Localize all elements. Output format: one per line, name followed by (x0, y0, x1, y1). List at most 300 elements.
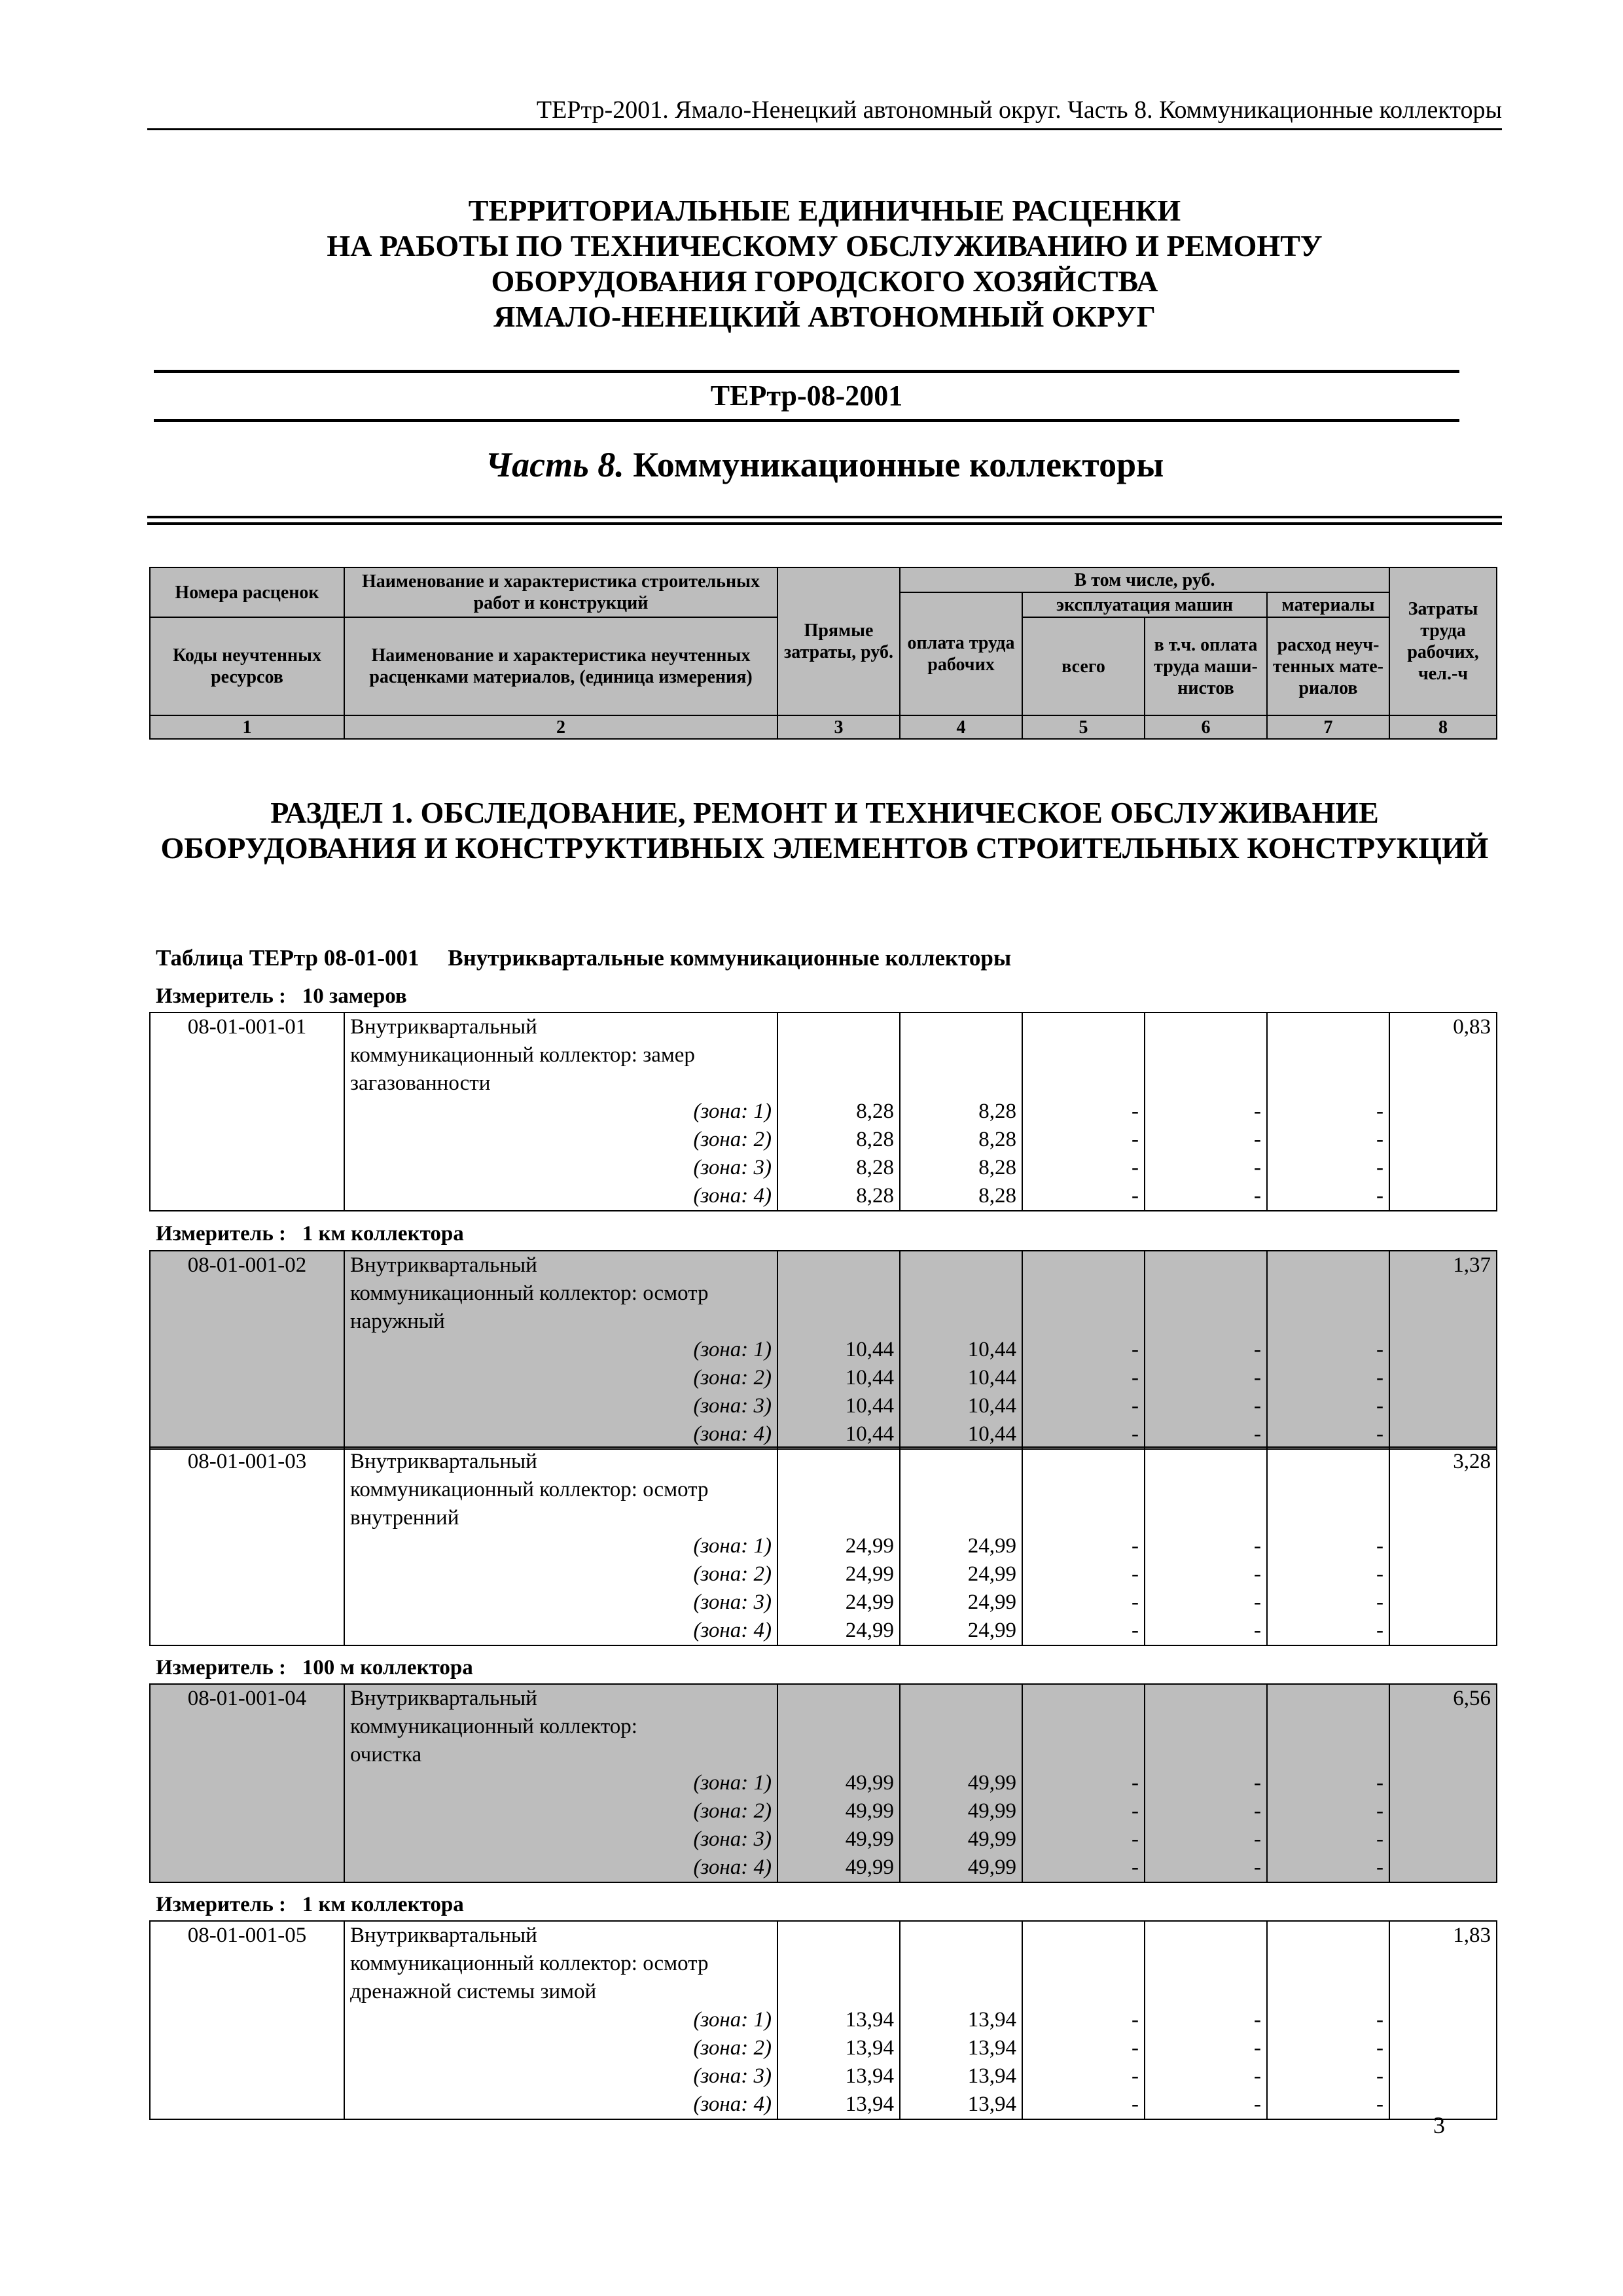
empty-cell (1389, 1978, 1497, 2006)
table-row (150, 1364, 1497, 1392)
rate-table (149, 1250, 1497, 1450)
empty-cell (1022, 1921, 1145, 1950)
part-name: Коммуникационные коллекторы (633, 445, 1164, 484)
machinists-pay: - (1145, 1154, 1267, 1182)
empty-cell (1389, 1126, 1497, 1154)
empty-cell (150, 1280, 344, 1308)
labor-pay: 8,28 (900, 1126, 1022, 1154)
meter-line (156, 983, 407, 1009)
empty-cell (777, 1447, 900, 1476)
zone-label: (зона: 3) (344, 1825, 777, 1854)
materials-cost: - (1267, 1560, 1389, 1588)
rate-description: Внутриквартальный (344, 1684, 777, 1713)
machinists-pay: - (1145, 1532, 1267, 1560)
empty-cell (150, 1308, 344, 1336)
labor-pay: 8,28 (900, 1098, 1022, 1126)
empty-cell (1022, 1308, 1145, 1336)
rate-table (149, 1446, 1497, 1646)
running-header: ТЕРтр-2001. Ямало-Ненецкий автономный округ. Часть 8. Коммуникационные коллекторы (147, 92, 1502, 130)
materials-cost: - (1267, 1588, 1389, 1617)
machines-total: - (1022, 1364, 1145, 1392)
meter-value: 10 замеров (302, 984, 407, 1008)
empty-cell (1267, 1251, 1389, 1280)
rate-code: 08-01-001-03 (150, 1447, 344, 1476)
direct-cost: 24,99 (777, 1617, 900, 1645)
empty-cell (1145, 1950, 1267, 1978)
part-label: Часть 8. (485, 445, 624, 484)
empty-cell (1389, 1617, 1497, 1645)
direct-cost: 49,99 (777, 1797, 900, 1825)
materials-cost: - (1267, 1854, 1389, 1882)
code-title: ТЕРтр-08-2001 (710, 380, 903, 412)
empty-cell (1267, 1280, 1389, 1308)
labor-pay: 8,28 (900, 1182, 1022, 1211)
empty-cell (1389, 1825, 1497, 1854)
empty-cell (1389, 1336, 1497, 1364)
meter-line (156, 1655, 473, 1681)
materials-cost: - (1267, 1182, 1389, 1211)
empty-cell (1022, 1447, 1145, 1476)
materials-cost: - (1267, 1392, 1389, 1420)
title-line: ТЕРРИТОРИАЛЬНЫЕ ЕДИНИЧНЫЕ РАСЦЕНКИ (468, 194, 1181, 227)
rate-description: Внутриквартальный (344, 1251, 777, 1280)
empty-cell (1267, 1713, 1389, 1741)
empty-cell (1389, 1041, 1497, 1069)
materials-cost: - (1267, 2006, 1389, 2034)
empty-cell (1267, 1447, 1389, 1476)
table-row (150, 1504, 1497, 1532)
table-row (150, 1280, 1497, 1308)
empty-cell (900, 1447, 1022, 1476)
labor-pay: 13,94 (900, 2034, 1022, 2062)
table-row (150, 2006, 1497, 2034)
empty-cell (1145, 1280, 1267, 1308)
machinists-pay: - (1145, 2034, 1267, 2062)
empty-cell (1145, 1741, 1267, 1769)
rate-description: загазованности (344, 1069, 777, 1098)
divider (147, 522, 1502, 525)
document-title (147, 193, 1502, 334)
empty-cell (1022, 1251, 1145, 1280)
zone-label: (зона: 1) (344, 1098, 777, 1126)
empty-cell (150, 1182, 344, 1211)
direct-cost: 10,44 (777, 1420, 900, 1449)
empty-cell (1145, 1308, 1267, 1336)
empty-cell (777, 1950, 900, 1978)
labor-pay: 24,99 (900, 1532, 1022, 1560)
labor-pay: 24,99 (900, 1617, 1022, 1645)
empty-cell (900, 1950, 1022, 1978)
direct-cost: 49,99 (777, 1825, 900, 1854)
machinists-pay: - (1145, 2090, 1267, 2119)
empty-cell (1267, 1684, 1389, 1713)
header-materials-name: Наименование и характеристика неучтенных расценками материалов, (единица измерения) (344, 617, 777, 715)
machinists-pay: - (1145, 1769, 1267, 1797)
direct-cost: 8,28 (777, 1154, 900, 1182)
rate-description: внутренний (344, 1504, 777, 1532)
empty-cell (150, 2090, 344, 2119)
meter-label: Измеритель : (156, 1656, 287, 1679)
machines-total: - (1022, 1392, 1145, 1420)
table-row (150, 1476, 1497, 1504)
empty-cell (1145, 1713, 1267, 1741)
machinists-pay: - (1145, 1182, 1267, 1211)
empty-cell (900, 1069, 1022, 1098)
empty-cell (900, 1308, 1022, 1336)
zone-label: (зона: 1) (344, 1532, 777, 1560)
rate-description: коммуникационный коллектор: замер (344, 1041, 777, 1069)
zone-label: (зона: 4) (344, 1182, 777, 1211)
empty-cell (1389, 1797, 1497, 1825)
materials-cost: - (1267, 1797, 1389, 1825)
empty-cell (150, 1098, 344, 1126)
empty-cell (777, 1921, 900, 1950)
header-including: В том числе, руб. (900, 567, 1389, 592)
empty-cell (150, 2062, 344, 2090)
rate-description: Внутриквартальный (344, 1013, 777, 1041)
empty-cell (1022, 1069, 1145, 1098)
empty-cell (900, 1504, 1022, 1532)
empty-cell (150, 1126, 344, 1154)
meter-label: Измеритель : (156, 984, 287, 1008)
table-row (150, 1950, 1497, 1978)
header-direct-costs: Прямые затраты, руб. (777, 567, 900, 715)
machines-total: - (1022, 1560, 1145, 1588)
direct-cost: 24,99 (777, 1588, 900, 1617)
materials-cost: - (1267, 2090, 1389, 2119)
empty-cell (1022, 1013, 1145, 1041)
table-row (150, 1797, 1497, 1825)
header-labor-cost: Затраты труда рабочих, чел.-ч (1389, 567, 1497, 715)
table-header (149, 567, 1497, 740)
empty-cell (1389, 1769, 1497, 1797)
header-unaccounted: расход неуч- тенных мате- риалов (1267, 617, 1389, 715)
empty-cell (777, 1476, 900, 1504)
table-row (150, 1769, 1497, 1797)
rate-description: наружный (344, 1308, 777, 1336)
empty-cell (1389, 2006, 1497, 2034)
machines-total: - (1022, 1420, 1145, 1449)
materials-cost: - (1267, 1825, 1389, 1854)
materials-cost: - (1267, 1420, 1389, 1449)
empty-cell (1022, 1280, 1145, 1308)
empty-cell (1022, 1041, 1145, 1069)
empty-cell (900, 1013, 1022, 1041)
empty-cell (150, 1476, 344, 1504)
machinists-pay: - (1145, 1588, 1267, 1617)
meter-label: Измеритель : (156, 1222, 287, 1246)
zone-label: (зона: 2) (344, 1364, 777, 1392)
table-row (150, 1684, 1497, 1713)
empty-cell (1022, 1713, 1145, 1741)
labor-cost: 3,28 (1389, 1447, 1497, 1476)
empty-cell (150, 1854, 344, 1882)
table-row (150, 1126, 1497, 1154)
machines-total: - (1022, 1825, 1145, 1854)
header-incl-operators: в т.ч. оплата труда маши- нистов (1145, 617, 1267, 715)
materials-cost: - (1267, 2062, 1389, 2090)
meter-label: Измеритель : (156, 1893, 287, 1916)
rate-table (149, 1683, 1497, 1883)
empty-cell (900, 1741, 1022, 1769)
machines-total: - (1022, 2034, 1145, 2062)
machines-total: - (1022, 1098, 1145, 1126)
table-row (150, 1182, 1497, 1211)
machinists-pay: - (1145, 1364, 1267, 1392)
empty-cell (900, 1041, 1022, 1069)
machinists-pay: - (1145, 2006, 1267, 2034)
direct-cost: 49,99 (777, 1854, 900, 1882)
table-row (150, 1532, 1497, 1560)
empty-cell (1022, 1978, 1145, 2006)
direct-cost: 8,28 (777, 1098, 900, 1126)
table-row (150, 1392, 1497, 1420)
empty-cell (1389, 1182, 1497, 1211)
zone-label: (зона: 3) (344, 1154, 777, 1182)
empty-cell (1022, 1741, 1145, 1769)
table-caption-name: Внутриквартальные коммуникационные коллекторы (448, 945, 1012, 971)
empty-cell (1267, 1041, 1389, 1069)
empty-cell (1267, 1921, 1389, 1950)
labor-pay: 49,99 (900, 1854, 1022, 1882)
direct-cost: 24,99 (777, 1532, 900, 1560)
empty-cell (1022, 1950, 1145, 1978)
machines-total: - (1022, 2062, 1145, 2090)
machines-total: - (1022, 2006, 1145, 2034)
empty-cell (1267, 1069, 1389, 1098)
empty-cell (150, 1713, 344, 1741)
empty-cell (1389, 1154, 1497, 1182)
table-row (150, 2062, 1497, 2090)
materials-cost: - (1267, 1769, 1389, 1797)
rate-code: 08-01-001-01 (150, 1013, 344, 1041)
direct-cost: 24,99 (777, 1560, 900, 1588)
empty-cell (1389, 1560, 1497, 1588)
empty-cell (1145, 1251, 1267, 1280)
empty-cell (777, 1308, 900, 1336)
empty-cell (1389, 1098, 1497, 1126)
empty-cell (1389, 1280, 1497, 1308)
labor-pay: 24,99 (900, 1588, 1022, 1617)
machines-total: - (1022, 1617, 1145, 1645)
machines-total: - (1022, 1126, 1145, 1154)
divider (154, 419, 1459, 422)
empty-cell (1022, 1684, 1145, 1713)
table-row (150, 1041, 1497, 1069)
direct-cost: 8,28 (777, 1126, 900, 1154)
machinists-pay: - (1145, 1560, 1267, 1588)
empty-cell (150, 1420, 344, 1449)
table-row (150, 1069, 1497, 1098)
rate-table (149, 1012, 1497, 1211)
empty-cell (900, 1978, 1022, 2006)
empty-cell (150, 1741, 344, 1769)
table-row (150, 1713, 1497, 1741)
labor-pay: 13,94 (900, 2062, 1022, 2090)
empty-cell (150, 2034, 344, 2062)
zone-label: (зона: 4) (344, 1617, 777, 1645)
empty-cell (1389, 1308, 1497, 1336)
labor-pay: 13,94 (900, 2090, 1022, 2119)
header-total: всего (1022, 617, 1145, 715)
empty-cell (150, 1336, 344, 1364)
zone-label: (зона: 4) (344, 1854, 777, 1882)
labor-pay: 10,44 (900, 1420, 1022, 1449)
labor-pay: 49,99 (900, 1797, 1022, 1825)
empty-cell (777, 1069, 900, 1098)
empty-cell (150, 1617, 344, 1645)
table-row (150, 1251, 1497, 1280)
column-number: 1 (150, 715, 344, 739)
table-row (150, 1420, 1497, 1449)
table-row (150, 1921, 1497, 1950)
empty-cell (1267, 1504, 1389, 1532)
empty-cell (150, 1978, 344, 2006)
empty-cell (1145, 1978, 1267, 2006)
zone-label: (зона: 3) (344, 1392, 777, 1420)
empty-cell (777, 1041, 900, 1069)
rate-description: Внутриквартальный (344, 1447, 777, 1476)
zone-label: (зона: 3) (344, 2062, 777, 2090)
empty-cell (1389, 1420, 1497, 1449)
materials-cost: - (1267, 1098, 1389, 1126)
empty-cell (1267, 1741, 1389, 1769)
machinists-pay: - (1145, 1797, 1267, 1825)
column-number: 8 (1389, 715, 1497, 739)
zone-label: (зона: 1) (344, 2006, 777, 2034)
empty-cell (150, 1588, 344, 1617)
table-row (150, 1978, 1497, 2006)
table-row (150, 1447, 1497, 1476)
header-codes: Коды неучтенных ресурсов (150, 617, 344, 715)
empty-cell (150, 1504, 344, 1532)
empty-cell (1145, 1504, 1267, 1532)
rate-code: 08-01-001-04 (150, 1684, 344, 1713)
rate-code: 08-01-001-02 (150, 1251, 344, 1280)
zone-label: (зона: 1) (344, 1336, 777, 1364)
empty-cell (1022, 1476, 1145, 1504)
meter-line (156, 1221, 464, 1247)
empty-cell (150, 1154, 344, 1182)
direct-cost: 13,94 (777, 2062, 900, 2090)
empty-cell (150, 1769, 344, 1797)
materials-cost: - (1267, 1126, 1389, 1154)
table-row (150, 1825, 1497, 1854)
table-row (150, 1854, 1497, 1882)
table-row (150, 1741, 1497, 1769)
direct-cost: 10,44 (777, 1364, 900, 1392)
direct-cost: 49,99 (777, 1769, 900, 1797)
empty-cell (1389, 1713, 1497, 1741)
empty-cell (150, 1392, 344, 1420)
empty-cell (1145, 1921, 1267, 1950)
machinists-pay: - (1145, 1854, 1267, 1882)
direct-cost: 10,44 (777, 1392, 900, 1420)
column-number: 7 (1267, 715, 1389, 739)
empty-cell (1022, 1504, 1145, 1532)
machinists-pay: - (1145, 1825, 1267, 1854)
rate-description: дренажной системы зимой (344, 1978, 777, 2006)
empty-cell (150, 1069, 344, 1098)
empty-cell (1267, 1950, 1389, 1978)
empty-cell (777, 1713, 900, 1741)
meter-value: 100 м коллектора (302, 1656, 473, 1679)
materials-cost: - (1267, 1364, 1389, 1392)
labor-pay: 10,44 (900, 1364, 1022, 1392)
page-number: 3 (1433, 2112, 1445, 2138)
empty-cell (1145, 1447, 1267, 1476)
labor-pay: 49,99 (900, 1769, 1022, 1797)
table-caption-label: Таблица ТЕРтр 08-01-001 (156, 945, 419, 971)
divider (154, 370, 1459, 373)
empty-cell (150, 1560, 344, 1588)
machines-total: - (1022, 1336, 1145, 1364)
machinists-pay: - (1145, 1617, 1267, 1645)
table-caption (156, 942, 1011, 974)
empty-cell (150, 1532, 344, 1560)
table-row (150, 1154, 1497, 1182)
rate-description: коммуникационный коллектор: (344, 1713, 777, 1741)
zone-label: (зона: 4) (344, 2090, 777, 2119)
meter-value: 1 км коллектора (302, 1893, 464, 1916)
header-work-name: Наименование и характеристика строительных работ и конструкций (344, 567, 777, 617)
empty-cell (1267, 1308, 1389, 1336)
meter-value: 1 км коллектора (302, 1222, 464, 1246)
machines-total: - (1022, 1154, 1145, 1182)
empty-cell (1389, 1364, 1497, 1392)
column-number: 5 (1022, 715, 1145, 739)
machinists-pay: - (1145, 1336, 1267, 1364)
table-row (150, 1617, 1497, 1645)
empty-cell (1389, 1588, 1497, 1617)
part-title (147, 439, 1502, 491)
empty-cell (777, 1684, 900, 1713)
empty-cell (150, 1797, 344, 1825)
rate-description: коммуникационный коллектор: осмотр (344, 1950, 777, 1978)
table-row (150, 1588, 1497, 1617)
empty-cell (777, 1504, 900, 1532)
table-row (150, 1560, 1497, 1588)
labor-cost: 0,83 (1389, 1013, 1497, 1041)
empty-cell (900, 1251, 1022, 1280)
empty-cell (777, 1978, 900, 2006)
empty-cell (1389, 1950, 1497, 1978)
empty-cell (1145, 1476, 1267, 1504)
direct-cost: 13,94 (777, 2006, 900, 2034)
empty-cell (150, 1825, 344, 1854)
machines-total: - (1022, 2090, 1145, 2119)
title-line: ОБОРУДОВАНИЯ ГОРОДСКОГО ХОЗЯЙСТВА (491, 264, 1158, 298)
column-number: 3 (777, 715, 900, 739)
empty-cell (1389, 2034, 1497, 2062)
rate-description: очистка (344, 1741, 777, 1769)
empty-cell (1389, 1069, 1497, 1098)
materials-cost: - (1267, 1532, 1389, 1560)
labor-pay: 24,99 (900, 1560, 1022, 1588)
labor-pay: 49,99 (900, 1825, 1022, 1854)
zone-label: (зона: 4) (344, 1420, 777, 1449)
direct-cost: 13,94 (777, 2034, 900, 2062)
machinists-pay: - (1145, 2062, 1267, 2090)
header-materials: материалы (1267, 592, 1389, 617)
empty-cell (1145, 1069, 1267, 1098)
table-row (150, 1098, 1497, 1126)
empty-cell (1389, 1392, 1497, 1420)
materials-cost: - (1267, 1154, 1389, 1182)
empty-cell (150, 1364, 344, 1392)
empty-cell (1389, 1741, 1497, 1769)
column-number: 4 (900, 715, 1022, 739)
